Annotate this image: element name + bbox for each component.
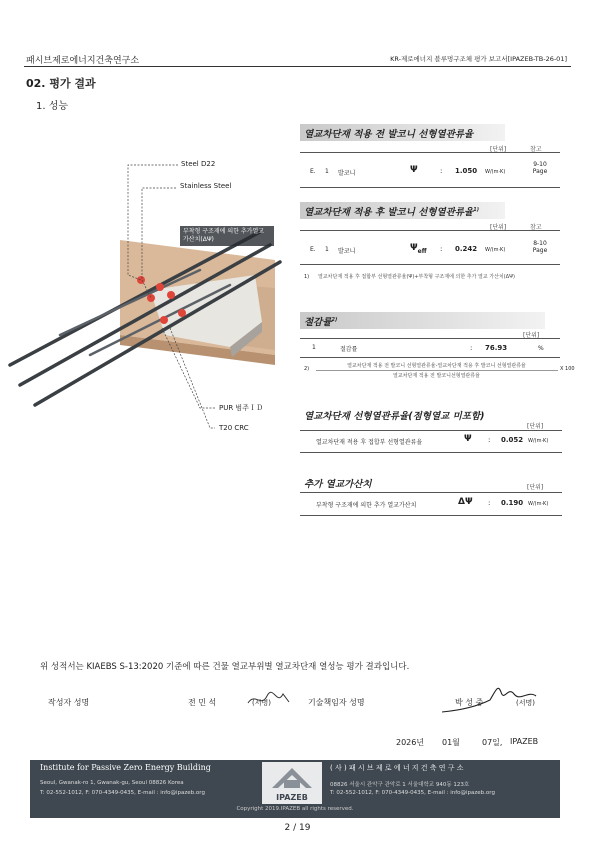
- block2-row-id: E.: [310, 246, 316, 253]
- header-org: 패시브제로에너지건축연구소: [26, 56, 140, 66]
- block1-row-id: E.: [310, 168, 316, 175]
- footer-logo: [262, 762, 322, 804]
- footer-addr-ko: 08826 서울시 관악구 관악로 1 서울대학교 940동 123호: [330, 782, 470, 788]
- block4-row-name: 열교차단재 적용 후 접합부 선형열관류율: [316, 439, 423, 446]
- block2-note: 열교차단재 적용 후 접합부 선형열관류율(Ψ)+부착형 구조재에 의한 추가 열교 가산치(ΔΨ): [318, 274, 515, 280]
- block3-fraction-line: [316, 370, 558, 371]
- block2-row-ref: 8-10 Page: [532, 240, 548, 254]
- block2-row-value: 0.242: [455, 245, 478, 253]
- block4-title-paren: (점형열교 미포함): [408, 411, 485, 422]
- block1-line-top: [300, 152, 560, 153]
- date-year: 2026년: [396, 738, 425, 747]
- block2-row-no: 1: [325, 246, 329, 253]
- block5-row-unit: W/(m·K): [528, 501, 549, 507]
- block1-line-bottom: [300, 187, 560, 188]
- block5-unit: [단위]: [527, 484, 544, 491]
- block2-row-name: 발코니: [338, 248, 356, 255]
- date-org: IPAZEB: [510, 737, 539, 746]
- logo-text: IPAZEB: [276, 793, 308, 802]
- statement: 위 성적서는 KIAEBS S-13:2020 기준에 따른 건물 열교부위별 열교차단재 열성능 평가 결과입니다.: [40, 662, 410, 672]
- footer-name-en: Institute for Passive Zero Energy Building: [40, 763, 211, 772]
- block4-row-symbol: Ψ: [464, 434, 472, 444]
- footer-name-ko: ( 사 ) 패 시 브 제 로 에 너 지 건 축 연 구 소: [330, 764, 464, 772]
- date-month: 01월: [442, 738, 460, 747]
- block5-line-bottom: [300, 515, 562, 516]
- block5-row-symbol: ΔΨ: [458, 497, 473, 507]
- block2-row-colon: :: [440, 245, 443, 253]
- footer-contact-ko: T: 02-552-1012, F: 070-4349-0435, E-mail : info@ipazeb.org: [330, 790, 495, 796]
- block1-row-colon: :: [440, 167, 443, 175]
- page-number: 2 / 19: [284, 823, 311, 833]
- block4-title-text: 열교차단재 선형열관류율: [304, 411, 409, 422]
- label-stainless-steel: Stainless Steel: [180, 182, 232, 190]
- author-seal: (서명): [252, 699, 271, 707]
- block1-row-name: 발코니: [338, 170, 356, 177]
- label-bracket-increment: 부착형 구조재에 의한 추가열교 가산치(ΔΨ): [180, 226, 274, 246]
- author-name: 전 민 석: [188, 698, 217, 707]
- block2-row-unit: W/(m·K): [485, 247, 506, 253]
- section-title: 02. 평가 결과: [26, 77, 96, 90]
- block1-unit: [단위]: [490, 146, 507, 153]
- footer-addr-en: Seoul, Gwanak-ro 1, Gwanak-gu, Seoul 08826 Korea: [40, 780, 184, 786]
- block5-line-top: [300, 492, 562, 493]
- label-t20-crc: T20 CRC: [219, 424, 249, 432]
- block3-row-unit: %: [538, 345, 544, 352]
- block1-row-symbol: Ψ: [410, 165, 418, 175]
- block3-row-name: 절감률: [340, 346, 358, 353]
- block2-symbol-main: Ψ: [410, 243, 418, 253]
- block3-unit: [단위]: [523, 332, 540, 339]
- block5-row-value: 0.190: [501, 499, 524, 507]
- tech-label: 기술책임자 성명: [308, 698, 365, 707]
- tech-name: 박 성 중: [455, 698, 484, 707]
- block2-unit: [단위]: [490, 224, 507, 231]
- logo-house-icon: [262, 762, 322, 792]
- block1-row-value: 1.050: [455, 167, 478, 175]
- block3-note-no: 2): [304, 366, 310, 372]
- footer-contact-en: T: 02-552-1012, F: 070-4349-0435, E-mail : info@ipazeb.org: [40, 790, 205, 796]
- block2-line-bottom: [300, 264, 560, 265]
- block4-unit: [단위]: [527, 423, 544, 430]
- block3-line-bottom: [300, 357, 560, 358]
- block3-title: [304, 314, 337, 328]
- tech-seal: (서명): [516, 699, 535, 707]
- block3-denominator: 열교차단재 적용 전 발코니선형열관류율: [393, 373, 480, 379]
- block4-line-bottom: [300, 452, 562, 453]
- block1-row-no: 1: [325, 168, 329, 175]
- block5-title: 추가 열교가산치: [304, 479, 372, 490]
- block2-note-no: 1): [304, 274, 310, 280]
- block3-line-top: [300, 338, 560, 339]
- header-report-id: KR-제로에너지 블루멍구조체 평가 보고서[IPAZEB-TB-26-01]: [390, 55, 567, 63]
- block4-row-value: 0.052: [501, 436, 524, 444]
- header-divider: [24, 66, 571, 67]
- label-steel-d22: Steel D22: [181, 160, 216, 168]
- author-signature: [245, 688, 293, 710]
- block3-title-sup: 2): [331, 316, 338, 323]
- block4-row-unit: W/(m·K): [528, 438, 549, 444]
- block1-ref-header: 참고: [530, 146, 542, 153]
- block2-line-top: [300, 230, 560, 231]
- block1-row-unit: W/(m·K): [485, 169, 506, 175]
- tech-signature: [438, 680, 548, 716]
- block3-numerator: 열교차단재 적용 전 발코니 선형열관류율-열교차단재 적용 후 발코니 선형열관류율: [347, 363, 526, 369]
- block3-times: X 100: [560, 366, 575, 372]
- section-subtitle: 1. 성능: [36, 101, 69, 112]
- block2-symbol-sub: eff: [417, 247, 427, 255]
- label-pur: PUR 범주ＩＤ: [219, 404, 263, 412]
- block4-title: [304, 408, 485, 422]
- block5-row-colon: :: [488, 499, 491, 507]
- block2-title-text: 열교차단재 적용 후 발코니 선형열관류율: [304, 207, 474, 218]
- block3-title-text: 절감률: [304, 317, 332, 328]
- block5-row-name: 부착형 구조재에 의한 추가 열교가산치: [316, 502, 417, 509]
- block2-row-symbol: [410, 243, 427, 255]
- block3-row-no: 1: [312, 344, 316, 351]
- block1-title: 열교차단재 적용 전 발코니 선형열관류율: [304, 129, 474, 140]
- block2-title: [304, 204, 479, 218]
- block1-row-ref: 9-10 Page: [532, 161, 548, 175]
- author-label: 작성자 성명: [48, 698, 90, 707]
- block2-title-sup: 1): [473, 206, 480, 213]
- block2-ref-header: 참고: [530, 224, 542, 231]
- block3-row-value: 76.93: [485, 344, 508, 352]
- block4-line-top: [300, 430, 562, 431]
- footer-copyright: Copyright 2019.IPAZEB all rights reserved.: [236, 806, 354, 812]
- date-day: 07일,: [482, 738, 503, 747]
- block3-row-colon: :: [470, 344, 473, 352]
- block4-row-colon: :: [488, 436, 491, 444]
